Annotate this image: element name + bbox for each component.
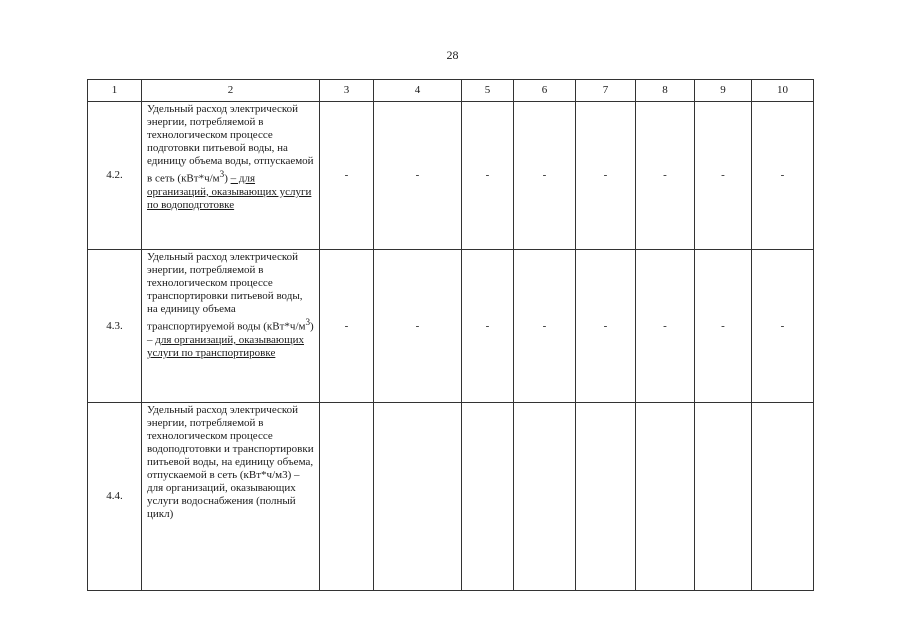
table-cell: - xyxy=(374,102,462,250)
table-cell: - xyxy=(462,250,514,403)
superscript: 3 xyxy=(219,169,225,179)
table-cell xyxy=(514,403,576,591)
table-cell xyxy=(695,403,752,591)
column-header: 1 xyxy=(88,80,142,102)
column-header: 10 xyxy=(752,80,814,102)
table-cell xyxy=(576,403,636,591)
row-number: 4.3. xyxy=(88,250,142,403)
description-text: Удельный расход электрической энергии, потребляемой в технологическом процессе транспортировки питьевой воды, на единицу объема транспортируемой воды (кВт*ч/м xyxy=(147,251,306,333)
table-cell xyxy=(752,403,814,591)
table-cell xyxy=(636,403,695,591)
table-cell: - xyxy=(514,250,576,403)
table-cell xyxy=(320,403,374,591)
row-number: 4.4. xyxy=(88,403,142,591)
description-underlined: для организаций, оказывающих услуги по транспортировке xyxy=(147,333,305,359)
column-header: 3 xyxy=(320,80,374,102)
description-underlined: – для организаций, оказывающих услуги по водоподготовке xyxy=(147,172,312,211)
page-number: 28 xyxy=(446,48,459,62)
table-row xyxy=(88,250,814,403)
description-text: Удельный расход электрической энергии, потребляемой в технологическом процессе водоподготовки и транспортировки питьевой воды, на единицу объема, отпускаемой в сеть (кВт*ч/м3) – для организаций, оказывающих услуги водоснабжения (полный цикл) xyxy=(147,404,314,520)
indicator-description xyxy=(142,102,320,250)
description-text: ) – xyxy=(147,320,314,346)
description-text: Удельный расход электрической энергии, потребляемой в технологическом процессе подготовки питьевой воды, на единицу объема воды, отпускаемой в сеть (кВт*ч/м xyxy=(147,103,314,185)
table-cell: - xyxy=(462,102,514,250)
table-cell: - xyxy=(636,250,695,403)
table-cell: - xyxy=(514,102,576,250)
table-cell: - xyxy=(576,250,636,403)
column-header: 6 xyxy=(514,80,576,102)
table-cell: - xyxy=(374,250,462,403)
header-row xyxy=(88,80,814,102)
table-cell: - xyxy=(752,250,814,403)
column-header: 4 xyxy=(374,80,462,102)
table-cell: - xyxy=(695,250,752,403)
column-header: 9 xyxy=(695,80,752,102)
table-cell xyxy=(462,403,514,591)
column-header: 2 xyxy=(142,80,320,102)
indicator-table xyxy=(87,79,814,591)
column-header: 5 xyxy=(462,80,514,102)
table-cell: - xyxy=(320,102,374,250)
column-header: 8 xyxy=(636,80,695,102)
table-cell: - xyxy=(695,102,752,250)
indicator-description xyxy=(142,403,320,591)
table-cell: - xyxy=(320,250,374,403)
indicator-description xyxy=(142,250,320,403)
table-row xyxy=(88,102,814,250)
table-cell xyxy=(374,403,462,591)
superscript: 3 xyxy=(305,317,311,327)
description-text: ) xyxy=(224,172,228,185)
table-cell: - xyxy=(752,102,814,250)
row-number: 4.2. xyxy=(88,102,142,250)
table-row xyxy=(88,403,814,591)
column-header: 7 xyxy=(576,80,636,102)
table-cell: - xyxy=(576,102,636,250)
table-cell: - xyxy=(636,102,695,250)
